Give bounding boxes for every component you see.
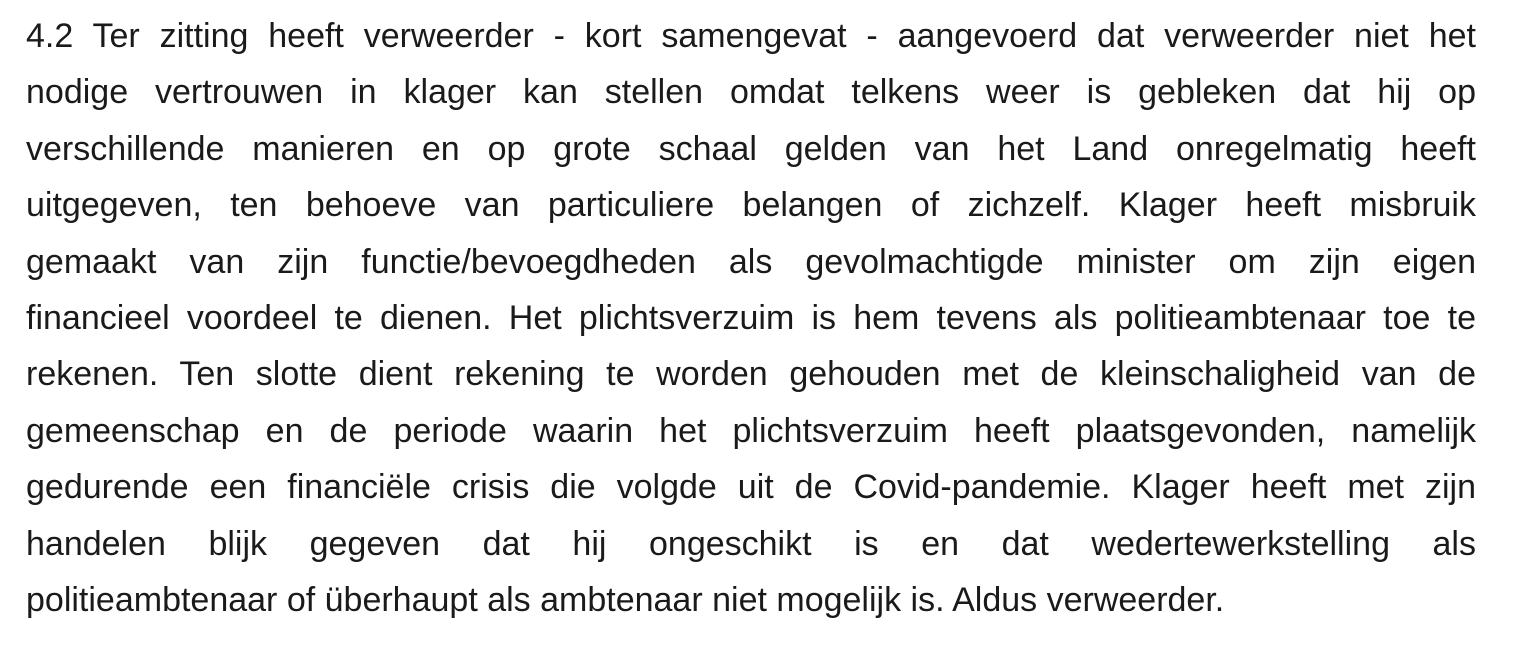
paragraph-line: verschillende manieren en op grote schaal gelden van het Land onregelmatig heeft: [26, 129, 1476, 168]
paragraph-line: politieambtenaar of überhaupt als ambtenaar niet mogelijk is. Aldus verweerder.: [26, 580, 1225, 619]
paragraph-line: handelen blijk gegeven dat hij ongeschikt is en dat wedertewerkstelling als: [26, 524, 1476, 563]
paragraph-line: gemeenschap en de periode waarin het plichtsverzuim heeft plaatsgevonden, namelijk: [26, 411, 1476, 450]
paragraph-line: nodige vertrouwen in klager kan stellen omdat telkens weer is gebleken dat hij op: [26, 73, 1476, 112]
paragraph-line: 4.2 Ter zitting heeft verweerder - kort samengevat - aangevoerd dat verweerder niet het: [26, 17, 1476, 55]
paragraph-line: gemaakt van zijn functie/bevoegdheden als gevolmachtigde minister om zijn eigen: [26, 242, 1476, 281]
document-paragraph: [26, 8, 1476, 628]
paragraph-line: rekenen. Ten slotte dient rekening te worden gehouden met de kleinschaligheid van de: [26, 355, 1476, 394]
paragraph-line: gedurende een financiële crisis die volgde uit de Covid-pandemie. Klager heeft met zijn: [26, 468, 1476, 507]
paragraph-line: financieel voordeel te dienen. Het plichtsverzuim is hem tevens als politieambtenaar toe te: [26, 298, 1476, 337]
paragraph-line: uitgegeven, ten behoeve van particuliere belangen of zichzelf. Klager heeft misbruik: [26, 186, 1476, 225]
